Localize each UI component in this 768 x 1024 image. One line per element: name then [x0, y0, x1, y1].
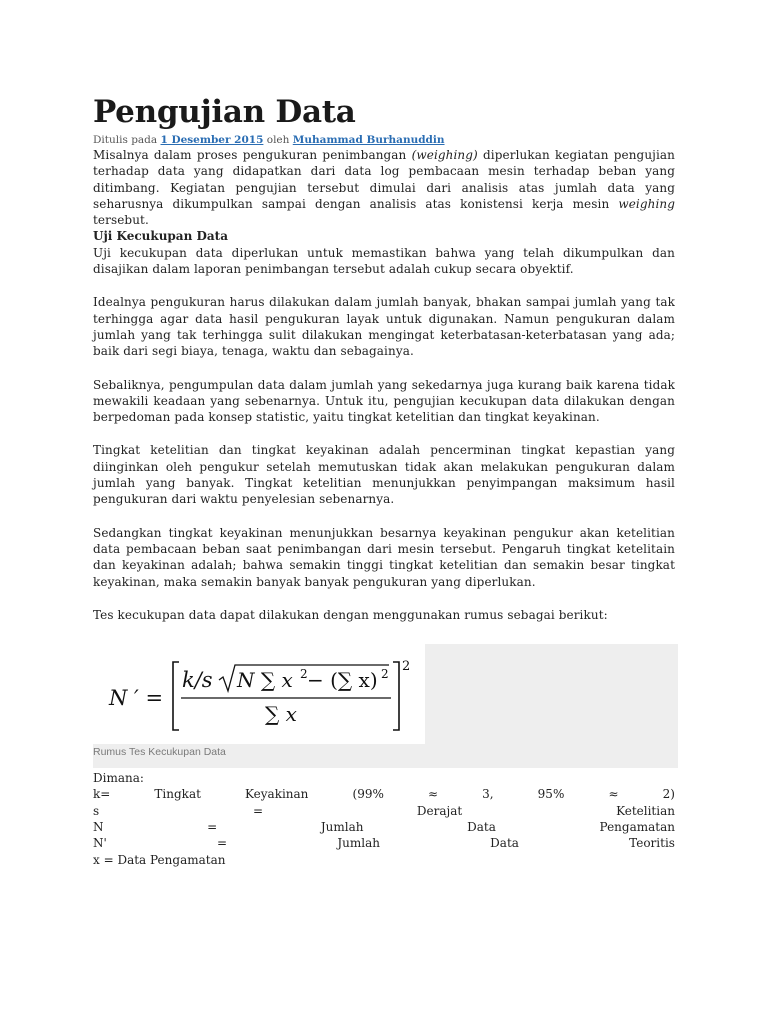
- def-nprime-word: Jumlah: [337, 836, 380, 851]
- page-title: Pengujian Data: [93, 94, 356, 130]
- author-link[interactable]: Muhammad Burhanuddin: [292, 134, 445, 146]
- outer-exponent: 2: [402, 659, 411, 675]
- def-s-word: =: [253, 803, 264, 818]
- formula-svg: [93, 644, 425, 744]
- radicand-exponent-2: 2: [381, 667, 389, 682]
- def-k-word: 3,: [482, 787, 494, 802]
- def-s-word: Derajat: [416, 803, 463, 818]
- formula-figure: [93, 644, 678, 768]
- definitions: [93, 770, 675, 868]
- def-k-word: 95%: [537, 787, 565, 802]
- right-bracket: [393, 662, 399, 730]
- def-n-word: Data: [467, 820, 496, 835]
- intro-italic-1: (weighing): [411, 148, 478, 162]
- definition-k: [93, 786, 675, 802]
- section-heading: Uji Kecukupan Data: [93, 229, 228, 244]
- def-n-term: N: [93, 820, 104, 835]
- paragraph-6: Tes kecukupan data dapat dilakukan dengan menggunakan rumus sebagai berikut:: [93, 607, 608, 622]
- definitions-heading: Dimana:: [93, 771, 144, 786]
- paragraph-3: Sebaliknya, pengumpulan data dalam jumlah yang sekedarnya juga kurang baik karena tidak mewakili keadaan yang sebenarnya. Untuk itu, pengujian kecukupan data dilakukan dengan berpedoman pada konsep statistic, yaitu tingkat ketelitian dan tingkat keyakinan.: [93, 377, 675, 425]
- def-k-word: ≈: [608, 787, 619, 802]
- intro-italic-2: weighing: [618, 196, 675, 211]
- denominator: ∑ x: [265, 702, 297, 727]
- def-s-word: Ketelitian: [616, 803, 675, 818]
- meta-prefix: Ditulis pada: [93, 134, 158, 146]
- def-nprime-word: Data: [490, 836, 519, 851]
- intro-paragraph: [93, 147, 675, 228]
- formula-image: [93, 644, 425, 744]
- paragraph-1: Uji kecukupan data diperlukan untuk memastikan bahwa yang telah dikumpulkan dan disajikan dalam laporan penimbangan tersebut adalah cukup secara obyektif.: [93, 245, 675, 277]
- figure-caption: Rumus Tes Kecukupan Data: [93, 746, 226, 759]
- def-s-term: s: [93, 803, 100, 818]
- intro-text-3: tersebut.: [93, 213, 149, 228]
- def-k-term: k=: [93, 787, 111, 802]
- def-k-word: ≈: [427, 787, 439, 802]
- radicand: N ∑ x: [237, 668, 293, 693]
- paragraph-4: Tingkat ketelitian dan tingkat keyakinan adalah pencerminan tingkat kepastian yang diinginkan oleh pengukur setelah memutuskan tidak akan melakukan pengukuran dalam jumlah yang banyak. Tingkat ketelitian menunjukkan penyimpangan maksimum hasil pengukuran dari waktu penyelesian sebenarnya.: [93, 443, 675, 507]
- def-k-word: 2): [662, 787, 675, 802]
- definition-s: [93, 803, 675, 819]
- post-meta: [93, 133, 675, 147]
- def-nprime-term: N': [93, 836, 107, 851]
- def-n-word: Pengamatan: [599, 820, 675, 835]
- definition-n-prime: [93, 835, 675, 851]
- intro-text-1: Misalnya dalam proses pengukuran penimbangan: [93, 148, 412, 162]
- def-nprime-word: =: [217, 836, 228, 851]
- def-k-word: Keyakinan: [245, 787, 309, 802]
- def-n-word: Jumlah: [320, 820, 364, 835]
- left-bracket: [173, 662, 179, 730]
- def-n-word: =: [207, 820, 218, 835]
- definition-n: [93, 819, 675, 835]
- paragraph-2: Idealnya pengukuran harus dilakukan dalam jumlah banyak, bhakan sampai jumlah yang tak terhingga agar data hasil pengukuran layak untuk digunakan. Namun pengukuran dalam jumlah yang tak terhingga sulit dilakukan mengingat keterbatasan-keterbatasan yang ada; baik dari segi biaya, tenaga, waktu dan sebagainya.: [93, 295, 675, 359]
- radicand-exponent: 2: [300, 667, 308, 682]
- numerator-ks: k/s: [182, 668, 213, 693]
- date-link[interactable]: 1 Desember 2015: [160, 134, 264, 146]
- radicand-minus: − (∑ x): [307, 668, 378, 693]
- def-nprime-word: Teoritis: [629, 836, 675, 851]
- intro-text-2: diperlukan kegiatan pengujian terhadap data yang didapatkan dari data log pembacaan mesin terhadap beban yang ditimbang. Kegiatan pengujian tersebut dimulai dari analisis atas jumlah data yang seharusnya dikumpulkan sampai dengan analisis atas konistensi kerja mesin: [93, 148, 675, 211]
- paragraph-5: Sedangkan tingkat keyakinan menunjukkan besarnya keyakinan pengukur akan ketelitian data pembacaan beban saat penimbangan dari mesin tersebut. Pengaruh tingkat ketelitain dan keyakinan adalah; bahwa semakin tinggi tingkat ketelitian dan semakin besar tingkat keyakinan, maka semakin banyak banyak pengukuran yang diperlukan.: [93, 525, 675, 589]
- def-k-word: Tingkat: [154, 787, 201, 802]
- article: [93, 92, 675, 868]
- def-k-word: (99%: [352, 787, 384, 802]
- meta-by: oleh: [266, 134, 290, 146]
- formula-lhs: N ′ =: [109, 686, 164, 711]
- definition-x: x = Data Pengamatan: [93, 852, 226, 867]
